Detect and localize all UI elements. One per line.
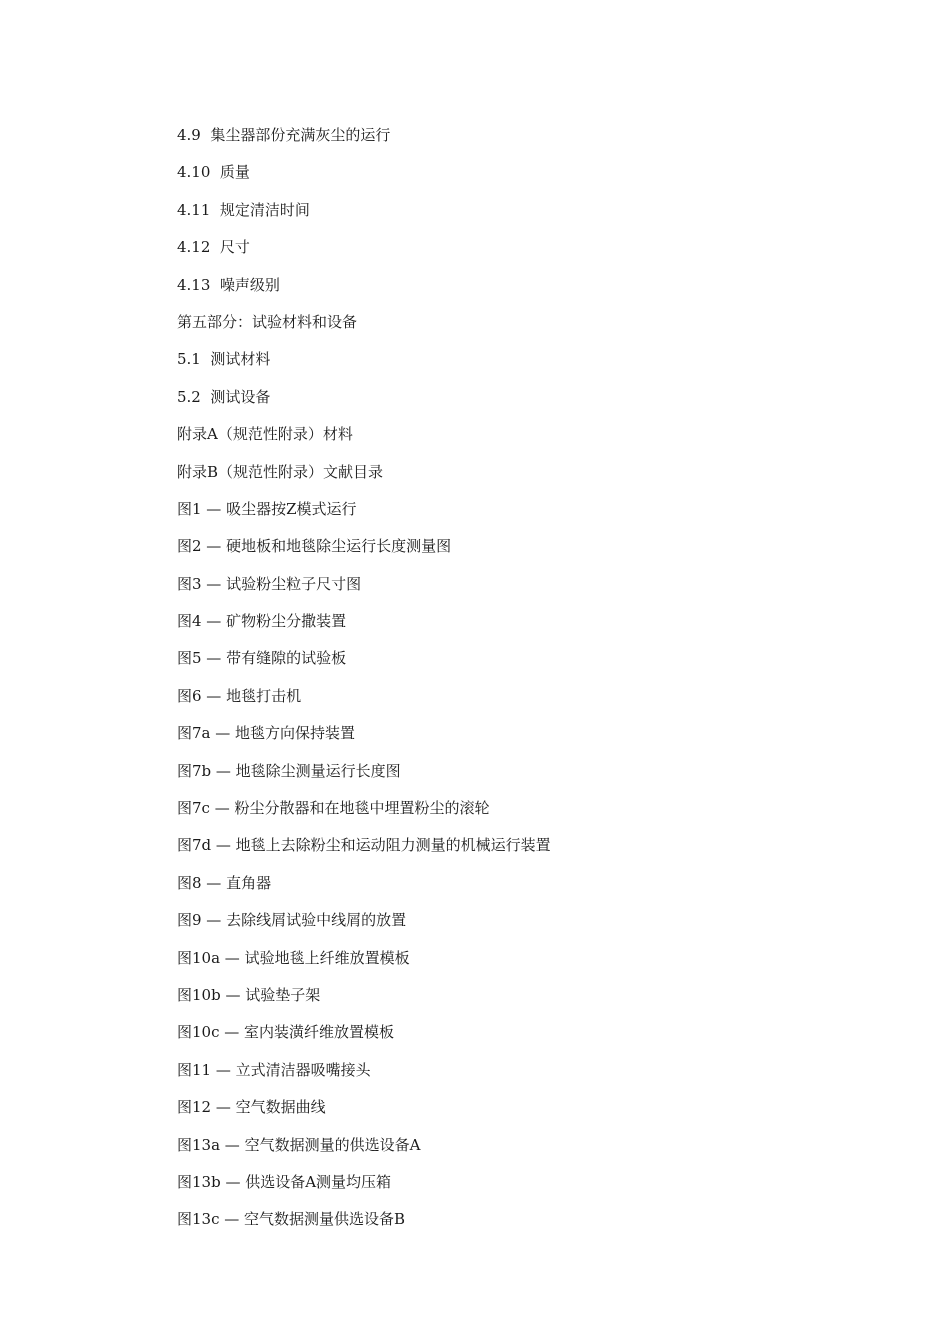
toc-entry: 5.1 测试材料 — [177, 350, 271, 369]
toc-appendix-entry: 附录B（规范性附录）文献目录 — [177, 462, 384, 481]
toc-entry: 4.12 尺寸 — [177, 238, 250, 257]
toc-figure-entry: 图13b — 供选设备A测量均压箱 — [177, 1172, 392, 1191]
toc-entry: 4.11 规定清洁时间 — [177, 200, 310, 219]
toc-figure-entry: 图7b — 地毯除尘测量运行长度图 — [177, 761, 401, 780]
toc-figure-entry: 图3 — 试验粉尘粒子尺寸图 — [177, 574, 362, 593]
toc-figure-entry: 图1 — 吸尘器按Z模式运行 — [177, 499, 357, 518]
toc-entry: 4.9 集尘器部份充满灰尘的运行 — [177, 126, 391, 144]
toc-figure-entry: 图13c — 空气数据测量供选设备B — [177, 1210, 406, 1229]
toc-entry: 4.10 质量 — [177, 163, 250, 182]
toc-figure-entry: 图7a — 地毯方向保持装置 — [177, 724, 356, 743]
toc-figure-entry: 图2 — 硬地板和地毯除尘运行长度测量图 — [177, 537, 452, 556]
toc-entry: 4.13 噪声级别 — [177, 275, 280, 294]
toc-figure-entry: 图9 — 去除线屑试验中线屑的放置 — [177, 911, 407, 930]
toc-figure-entry: 图10a — 试验地毯上纤维放置模板 — [177, 948, 410, 967]
toc-figure-entry: 图8 — 直角器 — [177, 873, 272, 892]
table-of-contents — [177, 122, 551, 1244]
toc-section-heading: 第五部分：试验材料和设备 — [177, 312, 358, 331]
toc-figure-entry: 图11 — 立式清洁器吸嘴接头 — [177, 1060, 371, 1079]
toc-figure-entry: 图10b — 试验垫子架 — [177, 985, 321, 1004]
toc-entry: 5.2 测试设备 — [177, 387, 271, 406]
toc-appendix-entry: 附录A（规范性附录）材料 — [177, 425, 353, 444]
toc-figure-entry: 图12 — 空气数据曲线 — [177, 1098, 326, 1117]
toc-figure-entry: 图13a — 空气数据测量的供选设备A — [177, 1135, 421, 1154]
toc-figure-entry: 图7c — 粉尘分散器和在地毯中埋置粉尘的滚轮 — [177, 799, 490, 818]
toc-figure-entry: 图7d — 地毯上去除粉尘和运动阻力测量的机械运行装置 — [177, 836, 551, 855]
toc-figure-entry: 图10c — 室内装潢纤维放置模板 — [177, 1023, 395, 1042]
toc-figure-entry: 图6 — 地毯打击机 — [177, 686, 302, 705]
toc-figure-entry: 图4 — 矿物粉尘分撒装置 — [177, 612, 347, 631]
toc-figure-entry: 图5 — 带有缝隙的试验板 — [177, 649, 347, 668]
